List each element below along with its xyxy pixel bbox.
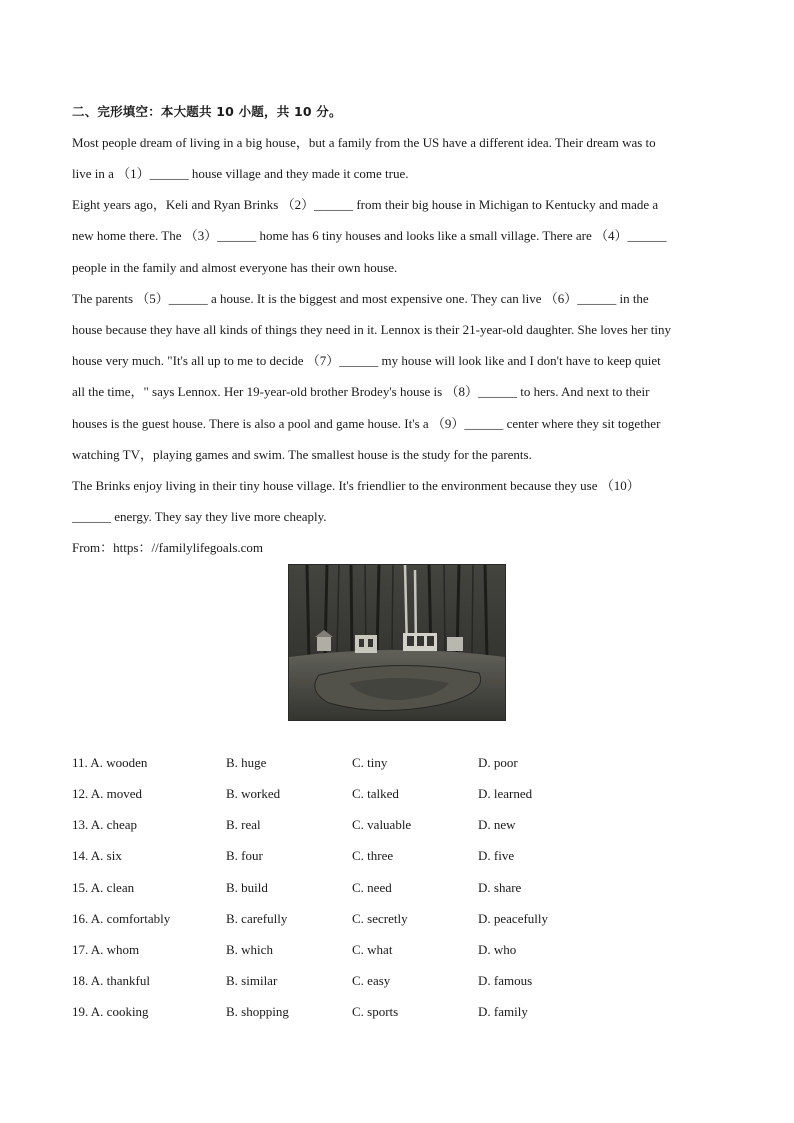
option-c: C. secretly	[352, 911, 408, 926]
option-a: 18. A. thankful	[72, 973, 150, 988]
question-17	[72, 942, 672, 958]
option-d: D. peacefully	[478, 911, 549, 926]
option-d: D. new	[478, 817, 516, 832]
option-c: C. sports	[352, 1004, 399, 1019]
option-d: D. family	[478, 1004, 528, 1019]
passage-line: Eight years ago，Keli and Ryan Brinks （2）______ from their big house in Michigan to Kentucky and made a	[72, 197, 659, 212]
question-13	[72, 817, 672, 833]
passage-line: watching TV，playing games and swim. The smallest house is the study for the parents.	[72, 447, 532, 462]
passage-line: The Brinks enjoy living in their tiny house village. It's friendlier to the environment because they use （10）	[72, 478, 640, 493]
question-18	[72, 973, 672, 989]
option-a: 13. A. cheap	[72, 817, 137, 832]
option-a: 14. A. six	[72, 848, 122, 863]
option-b: B. huge	[226, 755, 267, 770]
option-d: D. who	[478, 942, 517, 957]
passage-line: ______ energy. They say they live more cheaply.	[72, 509, 327, 524]
passage-line: people in the family and almost everyone has their own house.	[72, 260, 398, 275]
question-11	[72, 755, 672, 771]
source-line: From：https：//familylifegoals.com	[72, 540, 264, 555]
option-c: C. valuable	[352, 817, 412, 832]
option-b: B. shopping	[226, 1004, 289, 1019]
option-a: 15. A. clean	[72, 880, 135, 895]
option-b: B. four	[226, 848, 263, 863]
option-c: C. talked	[352, 786, 399, 801]
option-a: 19. A. cooking	[72, 1004, 149, 1019]
option-c: C. need	[352, 880, 392, 895]
section-title: 二、完形填空：本大题共 10 小题，共 10 分。	[72, 104, 342, 119]
option-a: 11. A. wooden	[72, 755, 148, 770]
option-b: B. which	[226, 942, 273, 957]
option-a: 16. A. comfortably	[72, 911, 171, 926]
option-b: B. real	[226, 817, 261, 832]
passage-line: live in a （1）______ house village and they made it come true.	[72, 166, 409, 181]
passage-line: all the time，" says Lennox. Her 19-year-old brother Brodey's house is （8）______ to hers. And next to their	[72, 384, 650, 399]
option-c: C. easy	[352, 973, 391, 988]
option-c: C. what	[352, 942, 393, 957]
option-d: D. learned	[478, 786, 533, 801]
passage-line: houses is the guest house. There is also a pool and game house. It's a （9）______ center where they sit together	[72, 416, 661, 431]
question-12	[72, 786, 672, 802]
option-d: D. famous	[478, 973, 533, 988]
tiny-house-village-photo	[288, 564, 506, 721]
passage-line: house because they have all kinds of things they need in it. Lennox is their 21-year-old daughter. She loves her tiny	[72, 322, 672, 337]
passage-line: new home there. The （3）______ home has 6 tiny houses and looks like a small village. There are （4）______	[72, 228, 667, 243]
question-19	[72, 1004, 672, 1020]
option-b: B. similar	[226, 973, 278, 988]
option-d: D. poor	[478, 755, 518, 770]
option-a: 17. A. whom	[72, 942, 140, 957]
option-b: B. worked	[226, 786, 281, 801]
question-16	[72, 911, 672, 927]
option-c: C. three	[352, 848, 394, 863]
option-d: D. five	[478, 848, 515, 863]
passage-line: Most people dream of living in a big house，but a family from the US have a different idea. Their dream was to	[72, 135, 656, 150]
option-b: B. carefully	[226, 911, 288, 926]
question-14	[72, 848, 672, 864]
passage-line: The parents （5）______ a house. It is the biggest and most expensive one. They can live （6）______ in the	[72, 291, 649, 306]
option-a: 12. A. moved	[72, 786, 143, 801]
option-c: C. tiny	[352, 755, 388, 770]
passage-line: house very much. "It's all up to me to decide （7）______ my house will look like and I don't have to keep quiet	[72, 353, 661, 368]
question-15	[72, 880, 672, 896]
option-d: D. share	[478, 880, 522, 895]
option-b: B. build	[226, 880, 268, 895]
